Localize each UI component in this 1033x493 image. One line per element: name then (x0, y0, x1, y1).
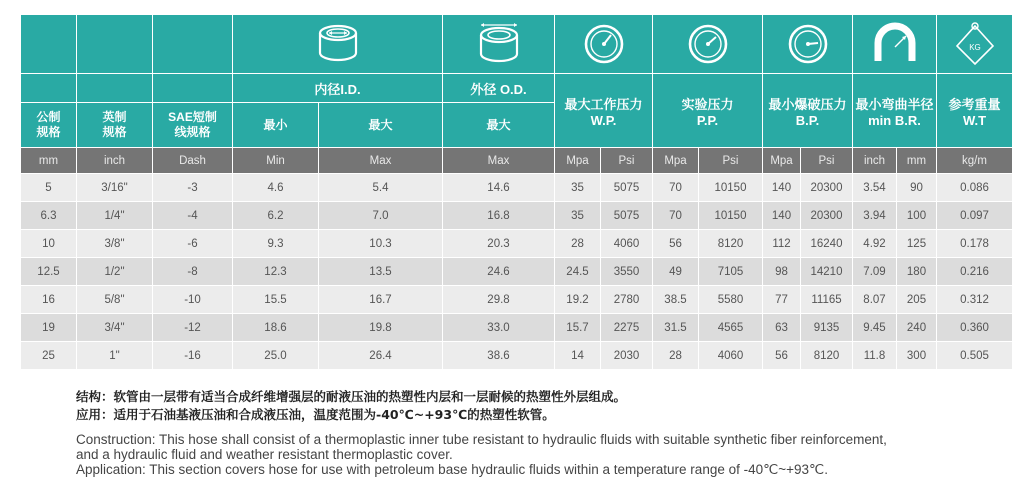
table-cell: 8.07 (853, 286, 897, 314)
table-row (21, 174, 1013, 202)
table-cell: 56 (653, 230, 699, 258)
table-cell: 1/2" (77, 258, 153, 286)
unit-cell: Dash (153, 148, 233, 174)
working-pressure-gauge-icon (581, 21, 627, 67)
blank-header-cell-1 (21, 74, 77, 103)
working-pressure-icon-cell (555, 15, 653, 74)
weight-icon-label: KG (968, 43, 981, 52)
table-cell: 3.94 (853, 202, 897, 230)
blank-header-cell-3 (153, 74, 233, 103)
proof-pressure-icon-cell (653, 15, 763, 74)
table-cell: -12 (153, 314, 233, 342)
working-pressure-header: 最大工作压力 W.P. (555, 74, 653, 148)
table-cell: 0.216 (937, 258, 1013, 286)
table-cell: 5580 (699, 286, 763, 314)
inner-diameter-icon-cell (233, 15, 443, 74)
table-row (21, 342, 1013, 370)
table-cell: 70 (653, 174, 699, 202)
outer-diameter-header: 外径 O.D. (443, 74, 555, 103)
table-cell: 28 (653, 342, 699, 370)
table-cell: 16 (21, 286, 77, 314)
table-cell: 4565 (699, 314, 763, 342)
nominal-size-header: 公制 规格 (21, 103, 77, 148)
table-cell: -3 (153, 174, 233, 202)
outer-diameter-icon (473, 21, 525, 67)
table-cell: 5/8" (77, 286, 153, 314)
table-cell: 56 (763, 342, 801, 370)
inner-diameter-header: 内径I.D. (233, 74, 443, 103)
blank-header-cell-2 (77, 74, 153, 103)
table-cell: 1" (77, 342, 153, 370)
table-cell: 240 (897, 314, 937, 342)
table-cell: 8120 (699, 230, 763, 258)
table-cell: 11165 (801, 286, 853, 314)
table-row (21, 202, 1013, 230)
table-cell: 12.3 (233, 258, 319, 286)
weight-icon-cell (937, 15, 1013, 74)
table-cell: 0.086 (937, 174, 1013, 202)
bend-radius-icon (868, 21, 922, 67)
table-cell: 70 (653, 202, 699, 230)
table-cell: 13.5 (319, 258, 443, 286)
unit-cell: Psi (699, 148, 763, 174)
table-cell: 19.2 (555, 286, 601, 314)
table-cell: 24.6 (443, 258, 555, 286)
proof-pressure-gauge-icon (685, 21, 731, 67)
od-max-header: 最大 (443, 103, 555, 148)
table-cell: 4060 (601, 230, 653, 258)
table-cell: -6 (153, 230, 233, 258)
table-cell: 0.312 (937, 286, 1013, 314)
table-row (21, 314, 1013, 342)
table-cell: 14.6 (443, 174, 555, 202)
unit-cell: Psi (801, 148, 853, 174)
table-cell: 4060 (699, 342, 763, 370)
table-cell: 0.505 (937, 342, 1013, 370)
unit-cell: Psi (601, 148, 653, 174)
table-cell: -10 (153, 286, 233, 314)
table-cell: 14210 (801, 258, 853, 286)
en-construction-text-2: and a hydraulic fluid and weather resistant thermoplastic cover. (76, 447, 453, 462)
table-cell: 9.3 (233, 230, 319, 258)
table-cell: 33.0 (443, 314, 555, 342)
table-cell: 12.5 (21, 258, 77, 286)
table-cell: 77 (763, 286, 801, 314)
units-row (21, 148, 1013, 174)
unit-cell: inch (853, 148, 897, 174)
table-cell: 25.0 (233, 342, 319, 370)
table-cell: 3/8" (77, 230, 153, 258)
table-cell: 19.8 (319, 314, 443, 342)
sae-dash-header: SAE短制 线规格 (153, 103, 233, 148)
table-cell: 112 (763, 230, 801, 258)
table-cell: 15.7 (555, 314, 601, 342)
table-cell: 6.2 (233, 202, 319, 230)
table-cell: 10150 (699, 174, 763, 202)
table-cell: 140 (763, 202, 801, 230)
table-cell: 2030 (601, 342, 653, 370)
proof-pressure-header: 实验压力 P.P. (653, 74, 763, 148)
table-cell: 5075 (601, 202, 653, 230)
data-rows (21, 174, 1013, 370)
table-cell: 35 (555, 202, 601, 230)
spec-table (20, 14, 1013, 370)
table-cell: 2780 (601, 286, 653, 314)
weight-header: 参考重量 W.T (937, 74, 1013, 148)
table-cell: -16 (153, 342, 233, 370)
table-cell: 63 (763, 314, 801, 342)
en-construction-text-1: Construction: This hose shall consist of a thermoplastic inner tube resistant to hydraulic fluids with suitable synthetic fiber reinforcement, (76, 432, 887, 447)
table-cell: 180 (897, 258, 937, 286)
table-cell: 28 (555, 230, 601, 258)
table-cell: 16.7 (319, 286, 443, 314)
en-notes (76, 432, 996, 477)
table-cell: 15.5 (233, 286, 319, 314)
table-cell: 140 (763, 174, 801, 202)
weight-icon (952, 20, 998, 68)
inner-diameter-icon (312, 21, 364, 67)
table-cell: 26.4 (319, 342, 443, 370)
unit-cell: mm (897, 148, 937, 174)
table-cell: 98 (763, 258, 801, 286)
table-row (21, 230, 1013, 258)
table-cell: 9.45 (853, 314, 897, 342)
burst-pressure-header: 最小爆破压力 B.P. (763, 74, 853, 148)
table-cell: 5075 (601, 174, 653, 202)
blank-icon-cell-2 (77, 15, 153, 74)
table-cell: 205 (897, 286, 937, 314)
table-cell: 14 (555, 342, 601, 370)
table-cell: 20.3 (443, 230, 555, 258)
table-cell: 20300 (801, 174, 853, 202)
unit-cell: Mpa (555, 148, 601, 174)
table-cell: -8 (153, 258, 233, 286)
table-row (21, 258, 1013, 286)
table-cell: 9135 (801, 314, 853, 342)
table-cell: 2275 (601, 314, 653, 342)
table-cell: 11.8 (853, 342, 897, 370)
blank-icon-cell-1 (21, 15, 77, 74)
table-cell: 4.6 (233, 174, 319, 202)
notes (76, 388, 996, 477)
unit-cell: mm (21, 148, 77, 174)
unit-cell: Max (319, 148, 443, 174)
id-min-header: 最小 (233, 103, 319, 148)
table-cell: 7105 (699, 258, 763, 286)
table-cell: 5 (21, 174, 77, 202)
table-cell: 0.178 (937, 230, 1013, 258)
table-cell: 29.8 (443, 286, 555, 314)
unit-cell: kg/m (937, 148, 1013, 174)
unit-cell: Mpa (653, 148, 699, 174)
cn-application-text: 应用：适用于石油基液压油和合成液压油，温度范围为-40℃~+93℃的热塑性软管。 (76, 407, 555, 422)
table-cell: 125 (897, 230, 937, 258)
table-cell: 6.3 (21, 202, 77, 230)
table-cell: 31.5 (653, 314, 699, 342)
blank-icon-cell-3 (153, 15, 233, 74)
table-cell: 3.54 (853, 174, 897, 202)
burst-pressure-gauge-icon (785, 21, 831, 67)
outer-diameter-icon-cell (443, 15, 555, 74)
en-application-text: Application: This section covers hose for use with petroleum base hydraulic fluids within a temperature range of -40℃~+93℃. (76, 462, 828, 477)
table-cell: 8120 (801, 342, 853, 370)
inch-size-header: 英制 规格 (77, 103, 153, 148)
table-cell: 300 (897, 342, 937, 370)
table-cell: 38.6 (443, 342, 555, 370)
bend-radius-icon-cell (853, 15, 937, 74)
table-cell: 0.097 (937, 202, 1013, 230)
table-cell: 16240 (801, 230, 853, 258)
icon-row (21, 15, 1013, 74)
table-cell: 3/16" (77, 174, 153, 202)
table-cell: 19 (21, 314, 77, 342)
burst-pressure-icon-cell (763, 15, 853, 74)
table-cell: 38.5 (653, 286, 699, 314)
header-row-2 (21, 74, 1013, 103)
table-cell: 1/4" (77, 202, 153, 230)
table-cell: 90 (897, 174, 937, 202)
table-cell: 3/4" (77, 314, 153, 342)
table-cell: 10 (21, 230, 77, 258)
table-cell: 3550 (601, 258, 653, 286)
table-cell: 25 (21, 342, 77, 370)
table-cell: 16.8 (443, 202, 555, 230)
table-row (21, 286, 1013, 314)
table-cell: 24.5 (555, 258, 601, 286)
unit-cell: inch (77, 148, 153, 174)
table-cell: 10150 (699, 202, 763, 230)
table-cell: 100 (897, 202, 937, 230)
table-cell: 20300 (801, 202, 853, 230)
table-cell: 18.6 (233, 314, 319, 342)
table-cell: 5.4 (319, 174, 443, 202)
cn-construction-text: 结构：软管由一层带有适当合成纤维增强层的耐液压油的热塑性内层和一层耐候的热塑性外层组成。 (76, 389, 627, 404)
table-cell: 10.3 (319, 230, 443, 258)
table-cell: -4 (153, 202, 233, 230)
id-max-header: 最大 (319, 103, 443, 148)
table-cell: 35 (555, 174, 601, 202)
table-cell: 49 (653, 258, 699, 286)
bend-radius-header: 最小弯曲半径 min B.R. (853, 74, 937, 148)
table-cell: 7.0 (319, 202, 443, 230)
unit-cell: Min (233, 148, 319, 174)
unit-cell: Max (443, 148, 555, 174)
table-cell: 4.92 (853, 230, 897, 258)
unit-cell: Mpa (763, 148, 801, 174)
table-cell: 7.09 (853, 258, 897, 286)
table-cell: 0.360 (937, 314, 1013, 342)
